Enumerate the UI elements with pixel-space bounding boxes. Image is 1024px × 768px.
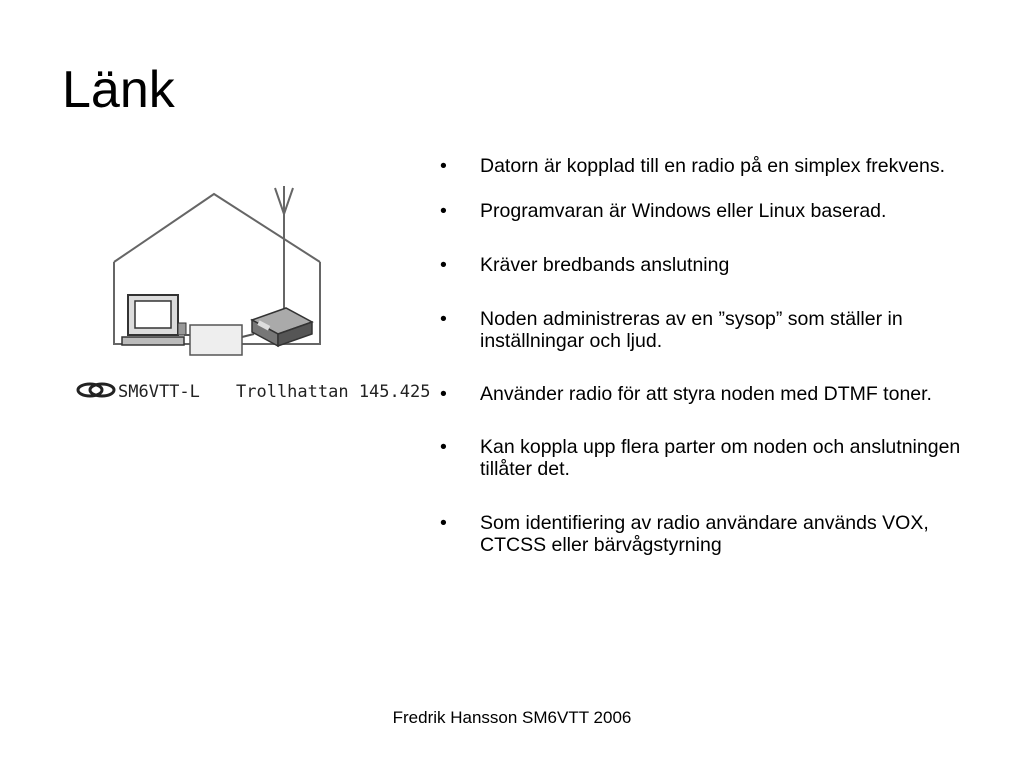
diagram-svg <box>74 182 431 408</box>
bullet-item <box>440 383 1000 405</box>
bullet-marker: • <box>440 436 447 458</box>
bullet-marker: • <box>440 254 447 276</box>
callsign-label: SM6VTT-L <box>118 382 200 402</box>
bullet-text: Datorn är kopplad till en radio på en simplex frekvens. <box>480 155 945 177</box>
slide-title: Länk <box>62 61 175 119</box>
bullet-text: Kan koppla upp flera parter om noden och anslutningen tillåter det. <box>480 436 961 480</box>
interface-box <box>190 325 242 355</box>
bullet-item <box>440 512 1000 556</box>
bullet-list <box>440 152 1000 556</box>
bullet-item <box>440 200 1000 222</box>
bullet-text: Kräver bredbands anslutning <box>480 254 730 276</box>
antenna-icon <box>275 186 293 322</box>
house-network-diagram <box>74 182 431 408</box>
bullet-marker: • <box>440 155 447 177</box>
radio-transceiver-icon <box>252 308 312 346</box>
bullet-text: Använder radio för att styra noden med DTMF toner. <box>480 383 932 405</box>
bullet-marker: • <box>440 383 447 405</box>
echolink-logo-icon <box>78 384 114 396</box>
bullet-item <box>440 436 1000 480</box>
computer-icon <box>122 295 186 345</box>
bullet-text: Som identifiering av radio användare används VOX, CTCSS eller bärvågstyrning <box>480 512 929 556</box>
bullet-item <box>440 308 1000 352</box>
bullet-marker: • <box>440 308 447 330</box>
bullet-item <box>440 152 1000 180</box>
cable-line <box>242 334 254 337</box>
bullet-item <box>440 254 1000 276</box>
bullet-text: Programvaran är Windows eller Linux baserad. <box>480 200 887 222</box>
location-label: Trollhattan 145.425 <box>236 382 431 402</box>
bullet-marker: • <box>440 200 447 222</box>
bullet-marker: • <box>440 512 447 534</box>
bullet-text: Noden administreras av en ”sysop” som ställer in inställningar och ljud. <box>480 308 903 352</box>
slide-footer: Fredrik Hansson SM6VTT 2006 <box>392 708 632 727</box>
